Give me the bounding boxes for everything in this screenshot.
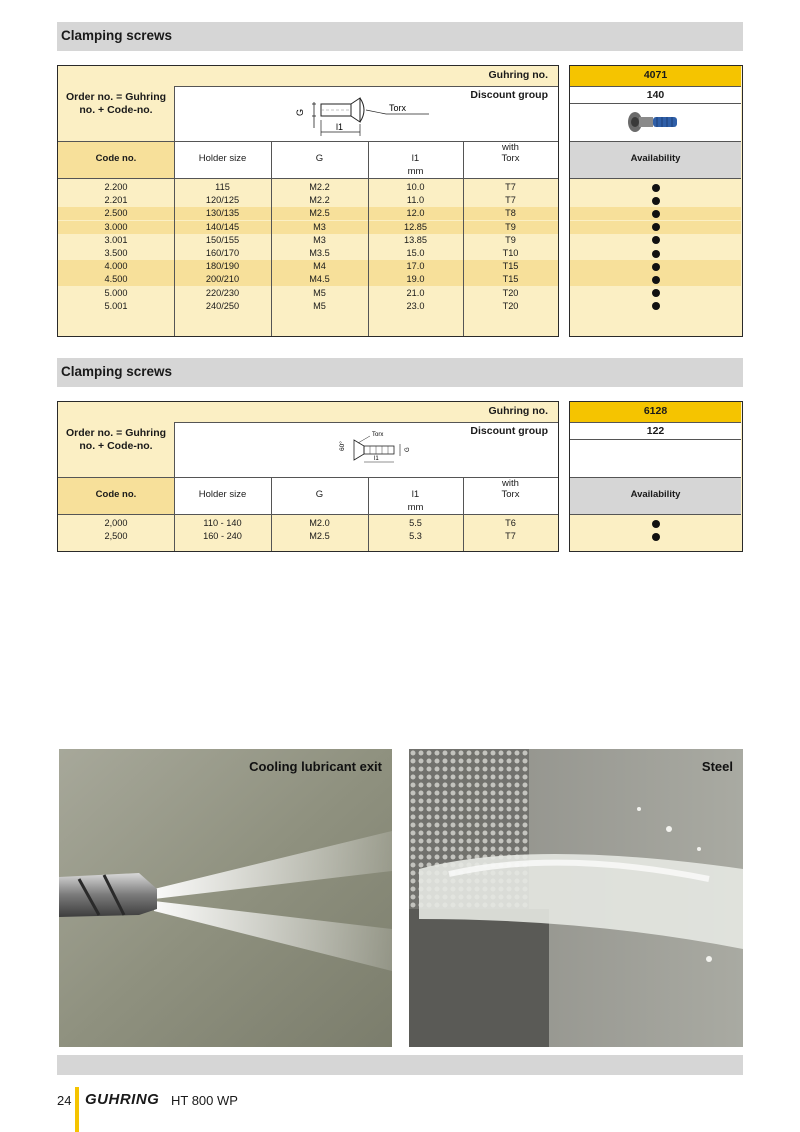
col-holder-2: Holder size — [198, 489, 247, 500]
cell-g: M2.2 — [309, 195, 330, 206]
cell-g: M2.2 — [309, 182, 330, 192]
drawing-label-l1-2: l1 — [374, 456, 379, 462]
availability-row — [570, 260, 741, 273]
cell-l1: 13.85 — [404, 234, 427, 245]
cell-torx: T7 — [505, 531, 516, 542]
cell-code: 2.500 — [104, 208, 128, 219]
availability-row — [570, 207, 741, 220]
cell-code: 3.000 — [104, 221, 128, 232]
cell-g: M2.5 — [309, 531, 330, 542]
cell-g: M4 — [313, 261, 326, 272]
table-row — [58, 234, 558, 247]
cell-holder: 160 - 240 — [203, 531, 242, 542]
availability-bullet-icon — [652, 276, 660, 284]
table-row — [58, 207, 558, 220]
cell-torx: T15 — [502, 274, 519, 285]
cell-code: 3.001 — [104, 234, 128, 245]
discount-group-2: 122 — [646, 425, 665, 437]
cell-code: 2,000 — [104, 518, 128, 528]
availability-row — [570, 234, 741, 247]
availability-bullet-icon — [652, 520, 660, 528]
product-name: HT 800 WP — [171, 1093, 238, 1108]
footer-bar — [57, 1055, 743, 1075]
rows-container-1 — [58, 178, 558, 337]
table-row — [58, 530, 558, 543]
cell-torx: T8 — [505, 208, 516, 219]
availability-bullet-icon — [652, 184, 660, 192]
cell-code: 3.500 — [104, 248, 128, 258]
cell-l1: 21.0 — [406, 287, 425, 298]
col-availability-1: Availability — [630, 153, 681, 164]
availability-bullet-icon — [652, 223, 660, 231]
screw-drawing-1 — [294, 90, 434, 140]
cell-l1: 10.0 — [406, 182, 425, 192]
cell-torx: T7 — [505, 195, 516, 206]
product-table-1 — [57, 65, 559, 337]
footer — [57, 1090, 357, 1112]
cell-holder: 120/125 — [205, 195, 240, 206]
col-g-1: G — [315, 153, 324, 164]
cell-l1: 17.0 — [406, 261, 425, 272]
cell-torx: T10 — [502, 248, 519, 258]
section-header-2 — [57, 358, 743, 387]
availability-row — [570, 530, 741, 543]
cell-g: M3 — [313, 221, 326, 232]
photo-steel — [409, 749, 743, 1047]
col-torx-1: Torx — [501, 153, 520, 164]
table-row — [58, 194, 558, 207]
availability-row — [570, 221, 741, 234]
drawing-label-torx-1: Torx — [389, 103, 407, 113]
col-l1-2: l1 — [411, 489, 420, 500]
guhring-label-2: Guhring no. — [488, 405, 548, 417]
cell-code: 4.000 — [104, 261, 128, 272]
photo-label-right: Steel — [701, 759, 733, 774]
guhring-no-1: 4071 — [643, 69, 668, 81]
page-number: 24 — [57, 1093, 72, 1108]
cell-holder: 115 — [215, 182, 230, 192]
screw-drawing-2 — [334, 426, 424, 472]
cell-holder: 130/135 — [205, 208, 240, 219]
cell-torx: T15 — [502, 261, 519, 272]
rows-container-2 — [58, 514, 558, 552]
table-row — [58, 221, 558, 234]
cell-code: 2,500 — [104, 531, 128, 542]
cell-g: M3.5 — [309, 248, 330, 258]
cell-l1: 5.5 — [409, 518, 422, 528]
cell-torx: T20 — [502, 300, 519, 311]
order-note-1: Order no. = Guhring no. + Code-no. — [65, 91, 167, 116]
cell-holder: 140/145 — [205, 221, 240, 232]
cell-holder: 240/250 — [205, 300, 240, 311]
discount-group-1: 140 — [646, 89, 665, 101]
order-note-2: Order no. = Guhring no. + Code-no. — [65, 427, 167, 452]
photo-label-left: Cooling lubricant exit — [249, 759, 382, 774]
availability-bullet-icon — [652, 533, 660, 541]
col-code-2: Code no. — [95, 489, 137, 500]
drawing-label-angle-2: 60° — [339, 441, 346, 451]
cell-l1: 12.0 — [406, 208, 425, 219]
availability-row — [570, 181, 741, 194]
col-l1-1: l1 — [411, 153, 420, 164]
table-row — [58, 247, 558, 260]
cell-g: M5 — [313, 300, 326, 311]
col-l1-unit-1: mm — [407, 166, 424, 177]
photo-cooling-lubricant — [59, 749, 392, 1047]
cell-l1: 23.0 — [406, 300, 425, 311]
guhring-label-1: Guhring no. — [488, 69, 548, 81]
cell-torx: T20 — [502, 287, 519, 298]
cell-torx: T7 — [505, 182, 516, 192]
discount-label-1: Discount group — [470, 89, 548, 101]
cell-holder: 180/190 — [205, 261, 240, 272]
cell-l1: 5.3 — [409, 531, 422, 542]
cell-code: 2.200 — [104, 182, 128, 192]
cell-code: 5.000 — [104, 287, 128, 298]
cell-g: M5 — [313, 287, 326, 298]
availability-row — [570, 287, 741, 300]
col-l1-unit-2: mm — [407, 502, 424, 513]
cell-holder: 200/210 — [205, 274, 240, 285]
col-torx-2: Torx — [501, 489, 520, 500]
drawing-label-l1-1: l1 — [336, 122, 344, 132]
cell-g: M3 — [313, 234, 326, 245]
cell-g: M4.5 — [309, 274, 330, 285]
brand-logo: GUHRING — [85, 1091, 160, 1108]
table-row — [58, 300, 558, 313]
availability-bullet-icon — [652, 197, 660, 205]
availability-table-2 — [569, 401, 743, 552]
col-g-2: G — [315, 489, 324, 500]
cell-holder: 220/230 — [205, 287, 240, 298]
availability-bullet-icon — [652, 302, 660, 310]
availability-bullet-icon — [652, 263, 660, 271]
col-torx-with-2: with — [502, 478, 519, 489]
availability-bullet-icon — [652, 250, 660, 258]
availability-row — [570, 247, 741, 260]
drawing-label-g-2: G — [405, 447, 411, 452]
availability-table-1 — [569, 65, 743, 337]
availability-bullet-icon — [652, 210, 660, 218]
cell-holder: 110 - 140 — [203, 518, 242, 528]
table-row — [58, 273, 558, 286]
availability-rows-2 — [570, 514, 741, 552]
col-holder-1: Holder size — [198, 153, 247, 164]
section-title-1: Clamping screws — [61, 28, 173, 43]
cell-l1: 12.85 — [404, 221, 427, 232]
cell-torx: T9 — [505, 221, 516, 232]
drawing-label-g-1: G — [295, 108, 305, 116]
availability-row — [570, 300, 741, 313]
availability-row — [570, 194, 741, 207]
cell-g: M2.0 — [309, 518, 330, 528]
table-row — [58, 181, 558, 194]
cell-holder: 150/155 — [205, 234, 240, 245]
availability-bullet-icon — [652, 236, 660, 244]
col-availability-2: Availability — [630, 489, 681, 500]
discount-label-2: Discount group — [470, 425, 548, 437]
col-code-1: Code no. — [95, 153, 137, 164]
cell-holder: 160/170 — [205, 248, 240, 258]
product-table-2 — [57, 401, 559, 552]
table-row — [58, 260, 558, 273]
footer-accent-line — [75, 1087, 79, 1132]
cell-g: M2.5 — [309, 208, 330, 219]
table-row — [58, 517, 558, 530]
cell-l1: 15.0 — [406, 248, 425, 258]
col-torx-with-1: with — [502, 142, 519, 153]
cell-code: 4.500 — [104, 274, 128, 285]
availability-row — [570, 517, 741, 530]
cell-l1: 11.0 — [406, 195, 425, 206]
availability-rows-1 — [570, 178, 741, 337]
cell-code: 2.201 — [104, 195, 128, 206]
cell-torx: T6 — [505, 518, 516, 528]
table-row — [58, 287, 558, 300]
screw-photo-1 — [625, 107, 685, 137]
cell-l1: 19.0 — [406, 274, 425, 285]
section-title-2: Clamping screws — [61, 364, 173, 379]
cell-code: 5.001 — [104, 300, 128, 311]
availability-bullet-icon — [652, 289, 660, 297]
drawing-label-torx-2: Torx — [372, 432, 384, 438]
availability-row — [570, 273, 741, 286]
cell-torx: T9 — [505, 234, 516, 245]
section-header-1 — [57, 22, 743, 51]
guhring-no-2: 6128 — [643, 405, 668, 417]
